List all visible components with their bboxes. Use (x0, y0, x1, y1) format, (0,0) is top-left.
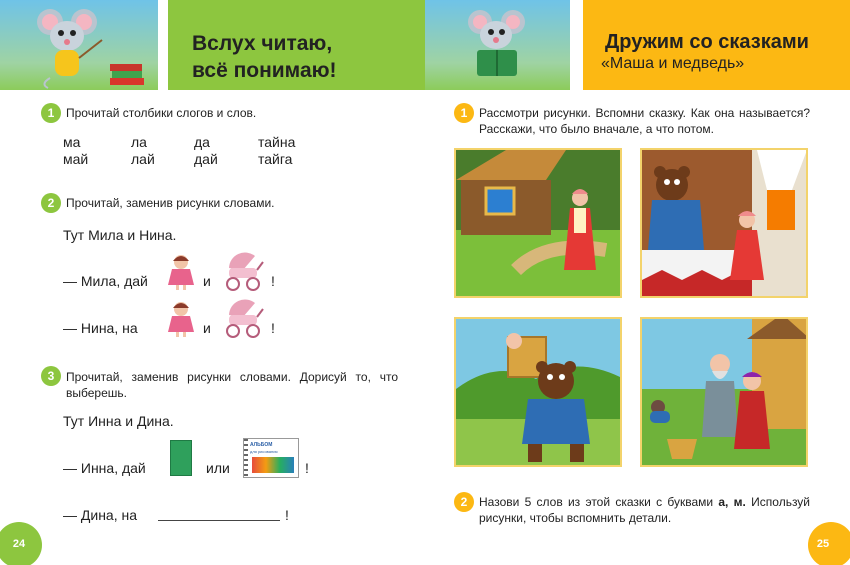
right-header-mouse-panel (425, 0, 570, 90)
bear-home-illustration (642, 150, 808, 298)
album-subtitle: для рисования (250, 449, 278, 454)
left-header-mouse-panel (0, 0, 158, 90)
task2-line2-and: и (203, 273, 211, 289)
right-task2-instruction (479, 494, 810, 526)
stroller-icon (221, 295, 265, 339)
task3-line2-start: — Инна, дай (63, 460, 146, 476)
right-task2-letters: а, м. (718, 495, 746, 509)
fairy-tale-picture-4 (640, 317, 808, 467)
right-task2-badge: 2 (454, 492, 474, 512)
syllable-column-4 (258, 134, 295, 168)
task3-line1: Тут Инна и Дина. (63, 413, 174, 429)
bear-basket-illustration (456, 319, 622, 467)
task3-line2-or: или (206, 460, 230, 476)
stroller-icon (221, 248, 265, 292)
right-page-header (583, 0, 850, 90)
green-square-icon (170, 440, 192, 476)
doll-icon (166, 253, 196, 291)
drawing-album-icon (243, 438, 299, 478)
grandparents-illustration (642, 319, 808, 467)
left-title-line2: всё понимаю! (192, 59, 337, 82)
syllable-cell: да (194, 134, 210, 150)
task2-badge: 2 (41, 193, 61, 213)
right-task2-line1-start: Назови 5 слов из этой сказки с буквами (479, 495, 714, 509)
syllable-cell: май (63, 151, 89, 167)
task3-instruction-line2: выберешь. (66, 386, 127, 400)
syllable-cell: тайга (258, 151, 293, 167)
task3-instruction-line1: Прочитай, заменив рисунки словами. Дорисуй то, что (66, 370, 398, 384)
right-title-line2: «Маша и медведь» (601, 55, 745, 72)
right-task2-line1-end: Используй (751, 495, 811, 509)
page-number-right (808, 522, 850, 565)
syllable-cell: тайна (258, 134, 296, 150)
task3-instruction (66, 369, 398, 401)
page-number-left (0, 522, 42, 565)
task1-instruction: Прочитай столбики слогов и слов. (66, 106, 257, 120)
right-title-line1: Дружим со сказками (605, 31, 809, 53)
right-task1-badge: 1 (454, 103, 474, 123)
task2-line2-end: ! (271, 273, 275, 289)
task2-line1: Тут Мила и Нина. (63, 227, 177, 243)
syllable-column-2 (131, 134, 155, 168)
mouse-reader-icon (425, 0, 570, 90)
right-task1-instruction (479, 105, 810, 137)
right-task1-line2: Расскажи, что было вначале, а что потом. (479, 122, 714, 136)
syllable-cell: дай (194, 151, 218, 167)
task3-line3-end: ! (285, 507, 289, 523)
right-task2-line1 (479, 494, 810, 510)
task2-instruction: Прочитай, заменив рисунки словами. (66, 196, 275, 210)
syllable-column-1 (63, 134, 88, 168)
page-number-right-text: 25 (816, 538, 830, 550)
answer-blank-line[interactable] (158, 506, 280, 521)
syllable-column-3 (194, 134, 218, 168)
task2-line3-start: — Нина, на (63, 320, 138, 336)
task3-badge: 3 (41, 366, 61, 386)
syllable-cell: ла (131, 134, 147, 150)
task2-line3-end: ! (271, 320, 275, 336)
syllable-cell: ма (63, 134, 81, 150)
fairy-tale-picture-2 (640, 148, 808, 298)
syllable-cell: лай (131, 151, 155, 167)
left-title-line1: Вслух читаю, (192, 32, 333, 55)
album-title: АЛЬБОМ (250, 442, 273, 448)
task3-line2-end: ! (305, 460, 309, 476)
page-number-left-text: 24 (12, 538, 26, 550)
fairy-tale-picture-1 (454, 148, 622, 298)
doll-icon (166, 300, 196, 338)
left-page-header (168, 0, 425, 90)
fairy-tale-picture-3 (454, 317, 622, 467)
task2-line3-and: и (203, 320, 211, 336)
books-icon (108, 58, 148, 88)
left-page-title (192, 30, 337, 84)
task1-badge: 1 (41, 103, 61, 123)
task3-line3-start: — Дина, на (63, 507, 138, 523)
right-task2-line2: рисунки, чтобы вспомнить детали. (479, 511, 672, 525)
right-task1-line1: Рассмотри рисунки. Вспомни сказку. Как она называется? (479, 106, 810, 120)
task2-line2-start: — Мила, дай (63, 273, 148, 289)
house-scene-illustration (456, 150, 622, 298)
